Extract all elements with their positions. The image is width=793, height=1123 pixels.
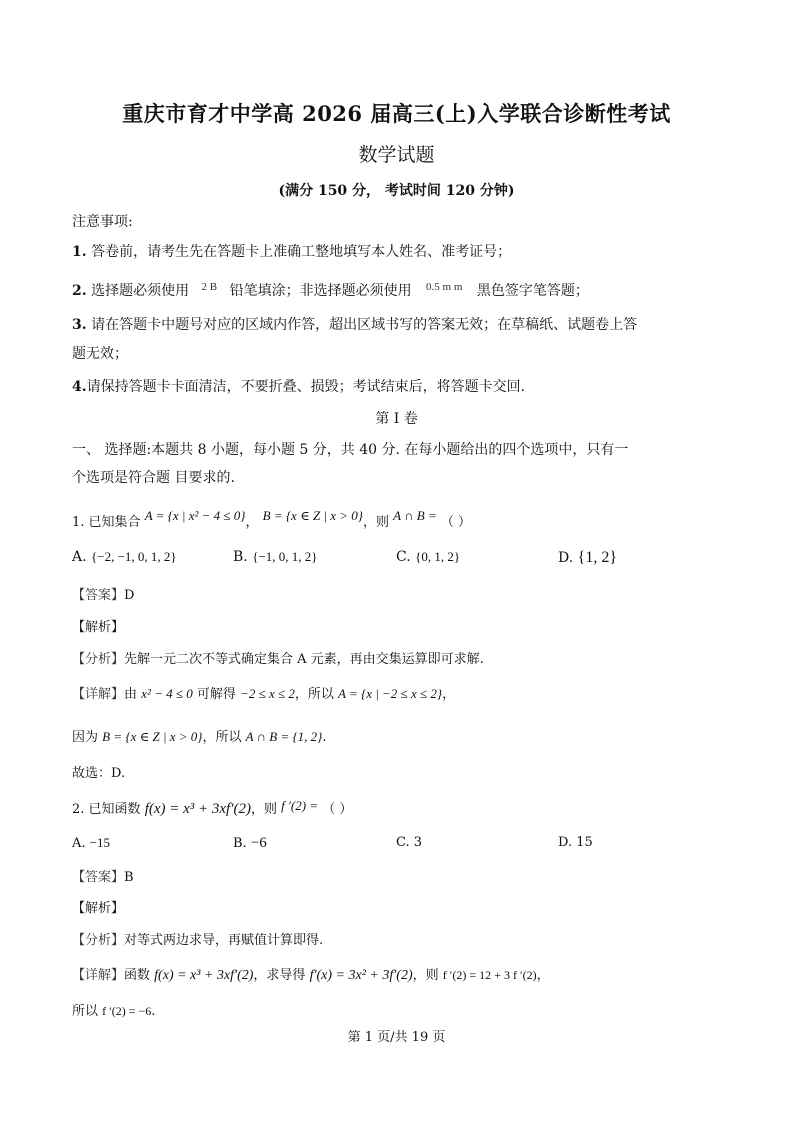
q2-answer-tag: 【答案】 [72,870,125,885]
q1-stem-text: 1. 已知集合 [72,515,141,530]
notice-item-1 [72,241,732,261]
q1-because-text-c: . [322,730,327,745]
section-intro-2: 个选项是符合题 目要求的. [72,470,235,486]
q2-option-b-value: −6 [250,835,267,851]
q1-because-math-2: A ∩ B = {1, 2} [245,729,323,744]
q1-option-c [396,549,460,565]
q2-detail [72,964,732,984]
q1-detail-text-d: ， [442,687,456,702]
q2-so-text-a: 所以 [72,1004,99,1019]
section-intro-1: 一、 选择题:本题共 8 小题，每小题 5 分，共 40 分. 在每小题给出的四个选项中，只有一 [72,442,629,458]
q1-because-math-1: B = {x ∈ Z | x > 0} [102,729,203,744]
notice-item-4-text: 请保持答题卡卡面清洁，不要折叠、损毁；考试结束后，将答题卡交回. [86,379,526,395]
q1-because-text-a: 因为 [72,730,99,745]
q1-option-b-label: B. [233,549,248,565]
q1-answer-value: D [124,588,135,603]
q2-option-a-label: A. [72,836,86,851]
q1-detail-math-2: −2 ≤ x ≤ 2 [240,686,295,701]
q1-option-c-value: {0, 1, 2} [415,549,461,564]
q1-option-d [558,549,617,567]
q2-function: f(x) = x³ + 3xf′(2) [144,801,251,817]
q2-analysis-tag: 【解析】 [72,901,125,916]
q1-detail-text-c: ，所以 [294,687,334,702]
q1-fenxi-tag: 【分析】 [72,652,125,667]
q1-option-c-label: C. [396,549,411,565]
notice-item-2-text-b: 铅笔填涂；非选择题必须使用 [229,283,412,299]
q2-detail-tag: 【详解】 [72,968,125,983]
q2-paren: （ ） [322,802,353,817]
q1-detail-math-3: A = {x | −2 ≤ x ≤ 2} [338,686,443,701]
q2-so [72,1000,732,1019]
q2-detail-math-3: f ′(2) = 12 + 3 f ′(2) [442,968,537,982]
notice-item-2-num: 2. [72,283,87,299]
notice-item-3-num: 3. [72,317,87,333]
notice-item-3 [72,314,732,334]
q2-option-d: D. 15 [558,835,593,850]
q2-option-b [233,835,267,852]
q2-option-c: C. 3 [396,835,423,850]
notice-item-3-cont: 题无效； [72,346,128,362]
q2-then: ，则 [251,802,278,817]
q1-paren: （ ） [440,515,471,530]
q1-set-b: B = {x ∈ Z | x > 0} [262,508,363,523]
q1-detail-text-b: 可解得 [196,687,236,702]
q1-ask: A ∩ B = [393,508,437,523]
q2-stem [72,798,732,818]
q1-fenxi-text: 先解一元二次不等式确定集合 A 元素，再由交集运算即可求解. [124,652,484,667]
exam-subtitle: 数学试题 [358,144,435,166]
q1-comma: ， [245,515,259,530]
exam-meta: (满分 150 分， 考试时间 120 分钟) [278,183,515,199]
q2-option-a-value: −15 [89,835,111,850]
q1-because-text-b: ，所以 [202,730,242,745]
q2-detail-math-1: f(x) = x³ + 3xf′(2) [154,968,254,983]
q2-option-a [72,835,110,851]
q1-option-b-value: {−1, 0, 1, 2} [252,549,318,564]
q1-detail-tag: 【详解】 [72,687,125,702]
q1-answer [72,584,732,603]
q2-option-b-label: B. [233,836,247,851]
q1-stem [72,508,732,530]
q2-detail-math-2: f′(x) = 3x² + 3f′(2) [309,968,413,983]
q1-option-d-label: D. [558,550,574,566]
exam-title: 重庆市育才中学高 2026 届高三(上)入学联合诊断性考试 [122,101,671,126]
q1-detail-math-1: x² − 4 ≤ 0 [141,686,193,701]
notice-item-2-text-c: 黑色签字笔答题； [476,283,589,299]
q1-fenxi [72,648,732,667]
q2-detail-text-d: ， [536,968,550,983]
q1-choose: 故选：D. [72,766,126,781]
q1-detail [72,683,732,702]
notice-item-2 [72,280,732,300]
q2-detail-text-a: 函数 [124,968,151,983]
notice-item-2-text-a: 选择题必须使用 [91,283,190,299]
q1-analysis-tag: 【解析】 [72,620,125,635]
q2-so-text-b: . [151,1004,156,1019]
q2-answer-value: B [124,870,134,885]
q1-option-a [72,549,177,565]
notice-item-4-num: 4. [72,379,87,395]
q2-fenxi-text: 对等式两边求导，再赋值计算即得. [124,933,324,948]
notice-item-4 [72,376,732,396]
notice-item-1-num: 1. [72,244,87,260]
q1-option-a-value: {−2, −1, 0, 1, 2} [91,549,177,564]
q2-ask: f ′(2) = [281,798,319,813]
notice-item-1-text: 答卷前，请考生先在答题卡上准确工整地填写本人姓名、准考证号； [91,244,512,260]
q2-fenxi-tag: 【分析】 [72,933,125,948]
q2-fenxi [72,929,732,948]
q1-because [72,726,732,745]
notice-heading: 注意事项: [72,214,133,230]
q1-answer-tag: 【答案】 [72,588,125,603]
q2-answer [72,866,732,885]
q1-option-d-value: {1, 2} [577,549,617,566]
notice-pen-spec: 0.5 m m [426,281,463,293]
q1-detail-text-a: 由 [124,687,138,702]
q1-then: ，则 [363,515,390,530]
page-footer: 第 1 页/共 19 页 [347,1030,446,1045]
q2-so-math: f ′(2) = −6 [102,1004,152,1018]
q1-option-a-label: A. [72,549,87,565]
q1-set-a: A = {x | x² − 4 ≤ 0} [144,508,246,523]
notice-pencil-spec: 2 B [201,281,218,293]
notice-item-3-text: 请在答题卡中题号对应的区域内作答，超出区域书写的答案无效；在草稿纸、试题卷上答 [91,317,638,333]
q2-stem-text: 2. 已知函数 [72,802,141,817]
section-title: 第 I 卷 [375,411,418,427]
q2-detail-text-b: ，求导得 [253,968,306,983]
q2-detail-text-c: ，则 [412,968,439,983]
q1-option-b [233,549,318,565]
